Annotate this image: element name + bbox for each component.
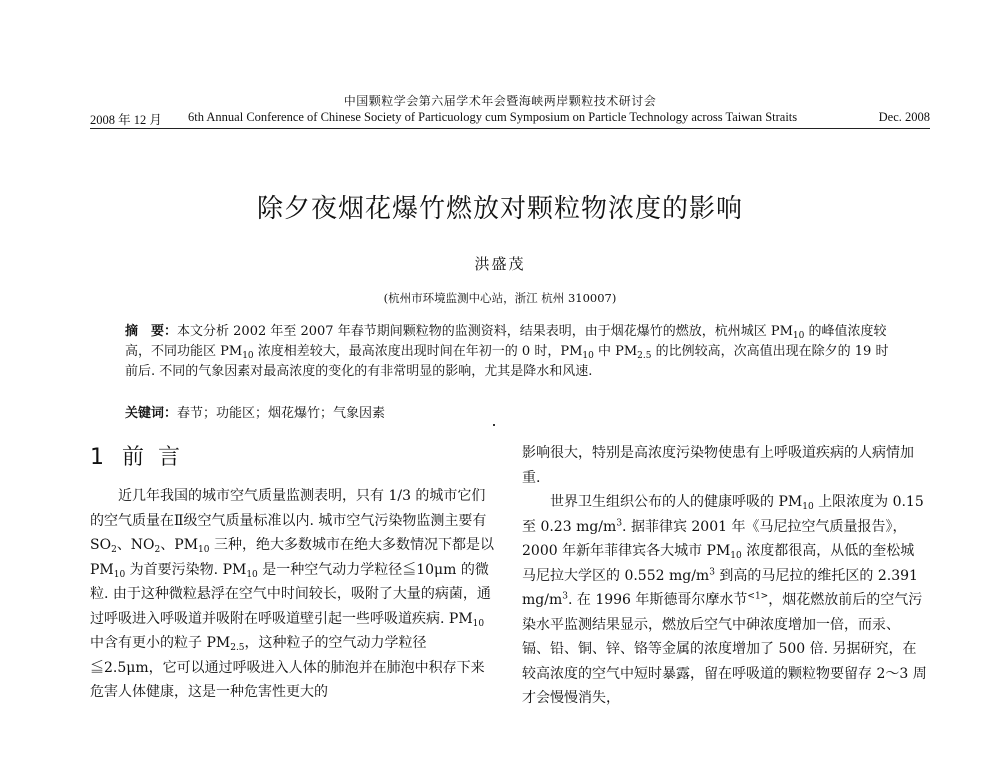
body-column-left [90,484,495,705]
section-heading [90,440,194,471]
header-rule [90,128,930,129]
section-number: 1 [90,445,104,470]
header-date-en: Dec. 2008 [878,110,930,124]
body-column-right [522,441,927,711]
keywords-text: 春节；功能区；烟花爆竹；气象因素 [177,406,386,421]
body-paragraph-1: 近几年我国的城市空气质量监测表明，只有 1/3 的城市它们的空气质量在Ⅱ级空气质量标准以内. 城市空气污染物监测主要有 $SO_2$、$NO_2$、$PM_{10}$ 三种，绝大多数城市在绝大多数情况下都是以 $PM_{10}$ 为首要污染物. $PM_{10}$ 是一种空气动力学粒径≦10μm 的微粒. 由于这种微粒悬浮在空气中时间较长，吸附了大量的病菌，通过呼吸进入呼吸道并吸附在呼吸道壁引起一些呼吸道疾病. $PM_{10}$ 中含有更小的粒子 $PM_{2.5}$，这种粒子的空气动力学粒径≦2.5μm，它可以通过呼吸进入人体的肺泡并在肺泡中积存下来危害人体健康，这是一种危害性更大的 [90,488,494,700]
keywords-label: 关键词： [125,406,178,421]
keywords [125,402,900,421]
conference-title-en: 6th Annual Conference of Chinese Society of Particuology cum Symposium on Particle Technology across Taiwan Straits [188,110,798,124]
speck [493,424,495,426]
header-date-cn: 2008 年 12 月 [90,113,162,127]
body-paragraph-2: 影响很大，特别是高浓度污染物使患有上呼吸道疾病的人病情加重. [522,445,914,486]
article-title: 除夕夜烟花爆竹燃放对颗粒物浓度的影响 [256,194,743,224]
body-paragraph-3: 世界卫生组织公布的人的健康呼吸的 $PM_{10}$ 上限浓度为 0.15 至 0.23 $mg/m^3$. 据菲律宾 2001 年《马尼拉空气质量报告》，2000 年新年菲律宾各大城市 $PM_{10}$ 浓度都很高，从低的奎松城马尼拉大学区的 0.552 $mg/m^3$ 到高的马尼拉的维托区的 2.391 $mg/m^3$. 在 1996 年斯德哥尔摩水节$^{<1>}$，烟花燃放前后的空气污染水平监测结果显示，燃放后空气中砷浓度增加一倍，而汞、镉、铅、铜、锌、铬等金属的浓度增加了 500 倍. 另据研究，在较高浓度的空气中短时暴露，留在呼吸道的颗粒物要留存 2～3 周才会慢慢消失， [522,494,927,706]
article-affiliation: (杭州市环境监测中心站，浙江 杭州 310007) [383,291,617,305]
abstract [125,322,900,382]
section-title: 前言 [122,445,195,470]
running-header [90,110,930,128]
article-author: 洪盛茂 [474,255,526,273]
abstract-label: 摘 要： [125,324,178,339]
conference-title-cn: 中国颗粒学会第六届学术年会暨海峡两岸颗粒技术研讨会 [343,94,657,108]
abstract-text: 本文分析 2002 年至 2007 年春节期间颗粒物的监测资料，结果表明，由于烟花爆竹的燃放，杭州城区 $PM_{10}$ 的峰值浓度较高，不同功能区 $PM_{10}$ 浓度相差较大，最高浓度出现时间在年初一的 0 时，$PM_{10}$ 中 $PM_{2.5}$ 的比例较高，次高值出现在除夕的 19 时前后. 不同的气象因素对最高浓度的变化的有非常明显的影响，尤其是降水和风速. [125,324,889,379]
